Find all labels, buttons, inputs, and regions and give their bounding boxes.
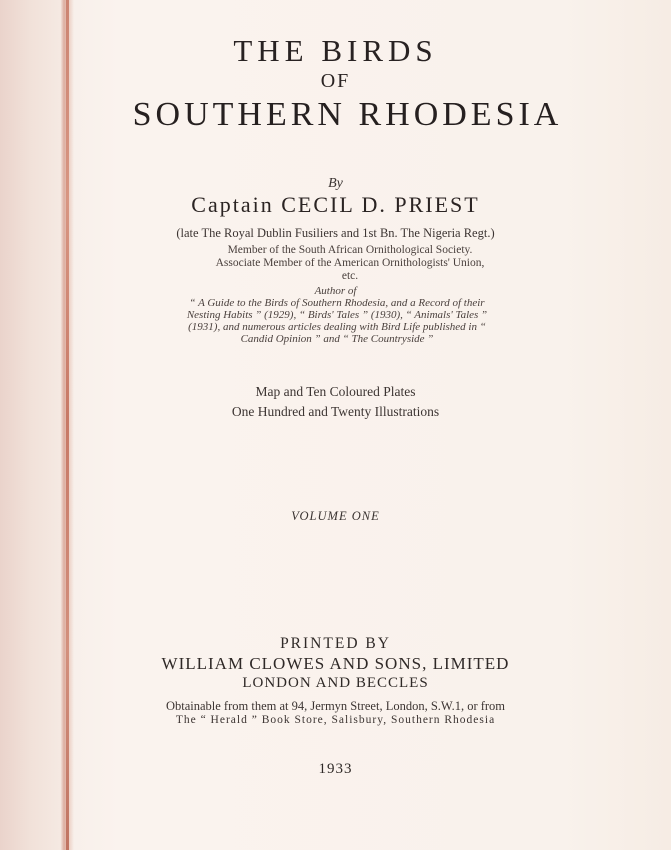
title-line-1: THE BIRDS — [233, 33, 438, 68]
by-label: By — [328, 176, 343, 191]
author-regiment: (late The Royal Dublin Fusiliers and 1st Bn. The Nigeria Regt.) — [176, 226, 495, 240]
author-name: Captain CECIL D. PRIEST — [191, 192, 480, 217]
volume-label: VOLUME ONE — [291, 509, 380, 523]
title-line-3: SOUTHERN RHODESIA — [132, 96, 563, 133]
author-works: “ A Guide to the Birds of Southern Rhodesia, and a Record of their Nesting Habits ” (1929), “ Birds' Tales ” (1930), “ Animals' Tales ” (1931), and numerous articles dealing with Bird Life published in “ Candid Opinion ” and “ The Countryside ” — [186, 297, 488, 345]
publisher-name: WILLIAM CLOWES AND SONS, LIMITED — [161, 654, 510, 673]
printed-by: PRINTED BY — [280, 635, 391, 652]
obtainable-line-2: The “ Herald ” Book Store, Salisbury, Southern Rhodesia — [175, 714, 496, 726]
obtainable-line-1: Obtainable from them at 94, Jermyn Street, London, S.W.1, or from — [165, 699, 506, 713]
illustrations-note: One Hundred and Twenty Illustrations — [231, 404, 440, 419]
publisher-place: LONDON AND BECCLES — [242, 675, 429, 691]
title-line-2: OF — [320, 70, 351, 92]
plates-note: Map and Ten Coloured Plates — [255, 384, 416, 399]
author-membership: Member of the South African Ornithological Society. Associate Member of the American Ornithologists' Union, etc. — [215, 244, 485, 282]
publication-year: 1933 — [318, 761, 353, 777]
author-of-heading: Author of — [314, 285, 357, 297]
